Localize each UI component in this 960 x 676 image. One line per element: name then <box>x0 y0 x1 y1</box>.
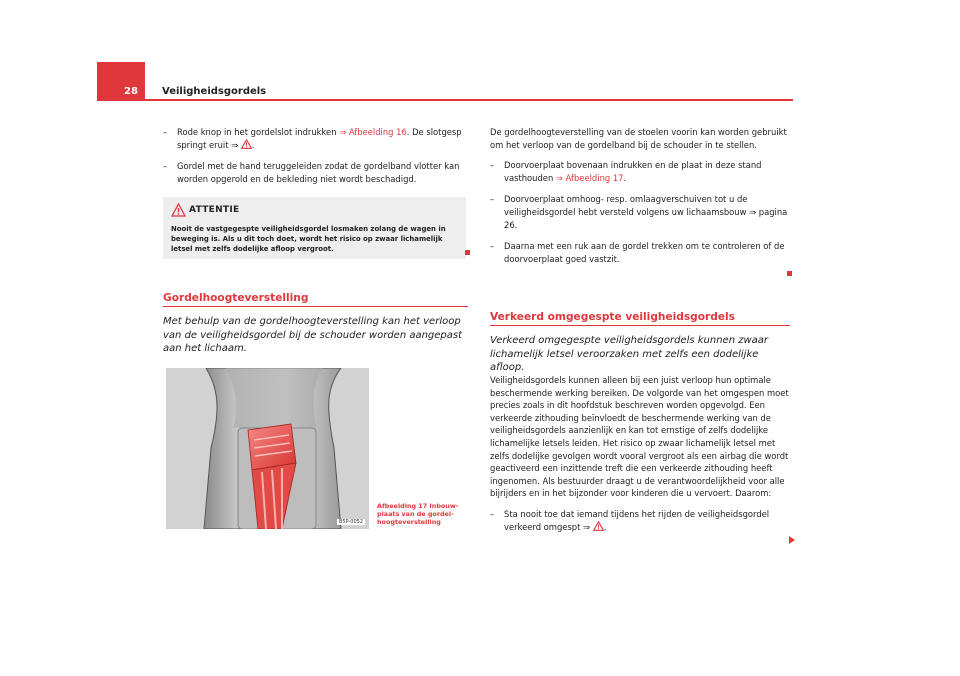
next-page-arrow-icon[interactable] <box>789 536 795 544</box>
end-mark <box>465 250 470 255</box>
bullet-text: . <box>623 172 627 183</box>
bullet-text: . <box>603 521 607 532</box>
figure-caption: Afbeelding 17 Inbouwplaats van de gordelhoogteverstelling <box>377 502 459 527</box>
section-title: Veiligheidsgordels <box>162 86 267 97</box>
figure-code: B5P-0052 <box>338 519 363 525</box>
warning-triangle-icon[interactable] <box>241 139 252 149</box>
list-item: – Sta nooit toe dat iemand tijdens het rijden de veiligheidsgordel verkeerd omgespt ⇒ . <box>490 508 770 532</box>
figure-illustration <box>166 368 369 529</box>
end-mark <box>787 271 792 276</box>
heading-verkeerd-omgegespte: Verkeerd omgegespte veiligheidsgordels <box>490 311 735 323</box>
bullet-text: . De slotgesp springt eruit ⇒ <box>177 127 462 150</box>
list-item: – Doorvoerplaat bovenaan indrukken en de plaat in deze stand vasthouden ⇒ Afbeelding 17. <box>490 160 762 183</box>
bullet-text: Doorvoerplaat bovenaan indrukken en de plaat in deze stand vasthouden <box>504 160 762 183</box>
list-item: – Doorvoerplaat omhoog- resp. omlaagverschuiven tot u de veiligheidsgordel hebt versteld volgens uw lichaamsbouw ⇒ pagina 26. <box>490 193 790 231</box>
heading-gordelhoogteverstelling: Gordelhoogteverstelling <box>163 292 309 304</box>
lead-text: Met behulp van de gordelhoogteverstelling kan het verloop van de veiligheidsgordel bij de schouder worden aangepast aan het lichaam. <box>163 316 463 355</box>
figure-link[interactable]: ⇒ Afbeelding 17 <box>555 172 624 183</box>
left-column <box>163 126 468 194</box>
heading-rule <box>163 306 468 307</box>
bullet-text: Gordel met de hand teruggeleiden zodat de gordelband vlotter kan worden opgerold en de bekleding niet wordt beschadigd. <box>177 161 460 184</box>
lead-text: Verkeerd omgegespte veiligheidsgordels kunnen zwaar lichamelijk letsel veroorzaken met zelfs een dodelijke afloop. <box>490 335 769 374</box>
page-number: 28 <box>124 86 138 97</box>
figure-seatbelt-height-adjuster <box>166 368 369 529</box>
warning-triangle-icon <box>171 203 186 217</box>
right-column <box>490 126 790 274</box>
bullet-text: Doorvoerplaat omhoog- resp. omlaagverschuiven tot u de veiligheidsgordel hebt versteld volgens uw lichaamsbouw ⇒ pagina 26. <box>504 194 788 230</box>
heading-rule <box>490 325 790 326</box>
list-item: – Gordel met de hand teruggeleiden zodat de gordelband vlotter kan worden opgerold en de bekleding niet wordt beschadigd. <box>163 160 468 185</box>
paragraph: Veiligheidsgordels kunnen alleen bij een juist verloop hun optimale beschermende werking bereiken. De volgorde van het omgespen moet precies zoals in dit hoofdstuk beschreven worden opgevolgd. Een verkeerde zithouding beïnvloedt de beschermende werking van de veiligheidsgordels aanzienlijk en kan tot ernstige of zelfs dodelijke lichamelijke letsels leiden. Het risico op zwaar lichamelijk letsel met zelfs dodelijke gevolgen wordt vooral vergroot als een airbag die wordt geactiveerd een inzittende treft die een verkeerde zithouding heeft ingenomen. Als bestuurder draagt u de verantwoordelijkheid voor alle bijrijders en in het bijzonder voor kinderen die u vervoert. Daarom: <box>490 375 789 499</box>
warning-box <box>163 197 466 259</box>
header-rule <box>97 99 793 101</box>
right-body <box>490 374 790 542</box>
warning-triangle-icon[interactable] <box>593 521 604 531</box>
list-item: – Daarna met een ruk aan de gordel trekken om te controleren of de doorvoerplaat goed vastzit. <box>490 240 790 265</box>
warning-title: ATTENTIE <box>189 205 240 215</box>
bullet-text: Rode knop in het gordelslot indrukken <box>177 127 340 137</box>
list-item: – Rode knop in het gordelslot indrukken ⇒ Afbeelding 16. De slotgesp springt eruit ⇒ . <box>163 127 462 150</box>
paragraph: De gordelhoogteverstelling van de stoelen voorin kan worden gebruikt om het verloop van de gordelband bij de schouder in te stellen. <box>490 127 787 150</box>
warning-text: Nooit de vastgegespte veiligheidsgordel losmaken zolang de wagen in beweging is. Als u dit toch doet, wordt het risico op zwaar lichamelijk letsel met zelfs dodelijke afloop vergroot. <box>171 225 446 253</box>
figure-link[interactable]: ⇒ Afbeelding 16 <box>339 127 407 137</box>
bullet-text: Sta nooit toe dat iemand tijdens het rijden de veiligheidsgordel verkeerd omgespt ⇒ <box>504 508 770 532</box>
bullet-text: Daarna met een ruk aan de gordel trekken om te controleren of de doorvoerplaat goed vastzit. <box>504 241 785 264</box>
